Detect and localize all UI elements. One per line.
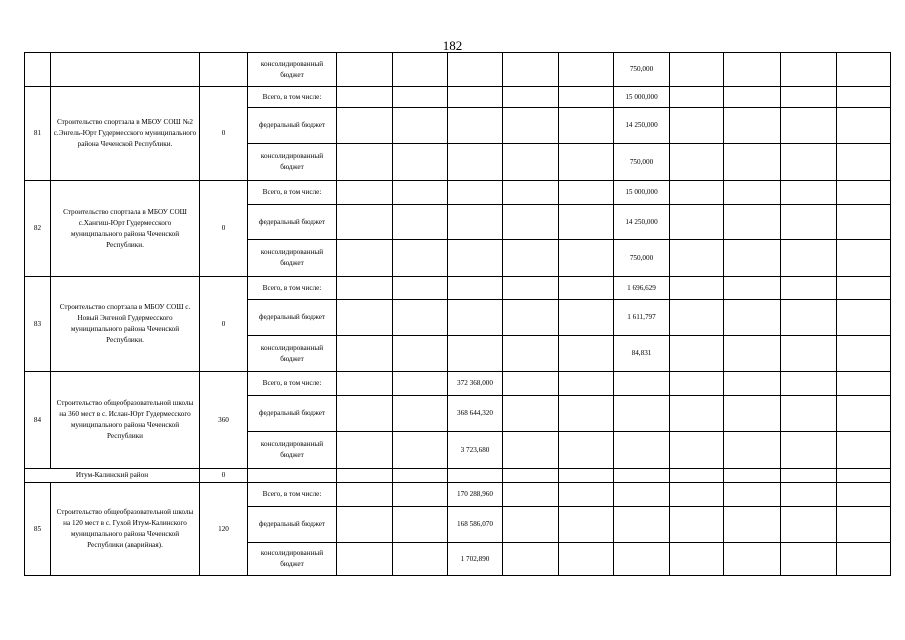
budget-type-total: Всего, в том числе:	[248, 483, 337, 507]
budget-type-consolidated: консолидированный бюджет	[248, 336, 337, 372]
amount-cell: 750,000	[614, 144, 670, 181]
budget-type-consolidated: консолидированный бюджет	[248, 543, 337, 576]
amount-cell: 84,831	[614, 336, 670, 372]
budget-type-consolidated: консолидированный бюджет	[248, 240, 337, 277]
project-name: Строительство общеобразовательной школы на 120 мест в с. Гухой Итум-Калинского муниципального района Чеченской Республики (аварийная).	[51, 483, 200, 576]
capacity-value: 360	[200, 372, 248, 469]
page-number: 182	[442, 38, 463, 53]
budget-type-federal: федеральный бюджет	[248, 205, 337, 240]
row-number: 83	[25, 277, 51, 372]
budget-type-consolidated: консолидированный бюджет	[248, 432, 337, 469]
row-number-cell	[25, 53, 51, 87]
row-number: 85	[25, 483, 51, 576]
amount-cell: 368 644,320	[448, 396, 503, 432]
amount-cell: 372 368,000	[448, 372, 503, 396]
project-name-cell	[51, 53, 200, 87]
amount-cell: 170 288,960	[448, 483, 503, 507]
amount-cell: 1 702,890	[448, 543, 503, 576]
amount-cell: 3 723,680	[448, 432, 503, 469]
row-number: 84	[25, 372, 51, 469]
table-row	[25, 277, 891, 300]
table-row	[25, 469, 891, 483]
table-row	[25, 87, 891, 108]
amount-cell: 14 250,000	[614, 205, 670, 240]
capacity-value: 0	[200, 277, 248, 372]
budget-type-total: Всего, в том числе:	[248, 372, 337, 396]
amount-cell: 15 000,000	[614, 87, 670, 108]
amount-cell: 750,000	[614, 53, 670, 87]
budget-type-federal: федеральный бюджет	[248, 300, 337, 336]
budget-type-federal: федеральный бюджет	[248, 507, 337, 543]
row-number: 81	[25, 87, 51, 181]
project-name: Строительство спортзала в МБОУ СОШ №2 с.Энгель-Юрт Гудермесского муниципального района Чеченской Республики.	[51, 87, 200, 181]
amount-cell: 168 586,070	[448, 507, 503, 543]
budget-type-total: Всего, в том числе:	[248, 181, 337, 205]
row-number: 82	[25, 181, 51, 277]
budget-type-federal: федеральный бюджет	[248, 396, 337, 432]
table-row	[25, 483, 891, 507]
amount-cell: 750,000	[614, 240, 670, 277]
project-name: Строительство спортзала в МБОУ СОШ с.Хангиш-Юрт Гудермесского муниципального района Чеченской Республики.	[51, 181, 200, 277]
capacity-value: 0	[200, 181, 248, 277]
budget-type-total: Всего, в том числе:	[248, 277, 337, 300]
capacity-value: 0	[200, 87, 248, 181]
project-name: Строительство общеобразовательной школы на 360 мест в с. Ислан-Юрт Гудермесского муниципального района Чеченской Республики	[51, 372, 200, 469]
budget-type-consolidated: консолидированный бюджет	[248, 53, 337, 87]
amount-cell: 1 696,629	[614, 277, 670, 300]
budget-table	[24, 52, 891, 576]
amount-cell: 14 250,000	[614, 108, 670, 144]
amount-cell: 15 000,000	[614, 181, 670, 205]
budget-type-consolidated: консолидированный бюджет	[248, 144, 337, 181]
district-name: Итум-Калинский район	[25, 469, 200, 483]
budget-type-federal: федеральный бюджет	[248, 108, 337, 144]
capacity-value: 120	[200, 483, 248, 576]
table-row	[25, 53, 891, 87]
capacity-value: 0	[200, 469, 248, 483]
project-name: Строительство спортзала в МБОУ СОШ с. Новый Энгеной Гудермесского муниципального района Чеченской Республики.	[51, 277, 200, 372]
amount-cell: 1 611,797	[614, 300, 670, 336]
capacity-cell	[200, 53, 248, 87]
budget-type-total: Всего, в том числе:	[248, 87, 337, 108]
table-row	[25, 372, 891, 396]
table-row	[25, 181, 891, 205]
